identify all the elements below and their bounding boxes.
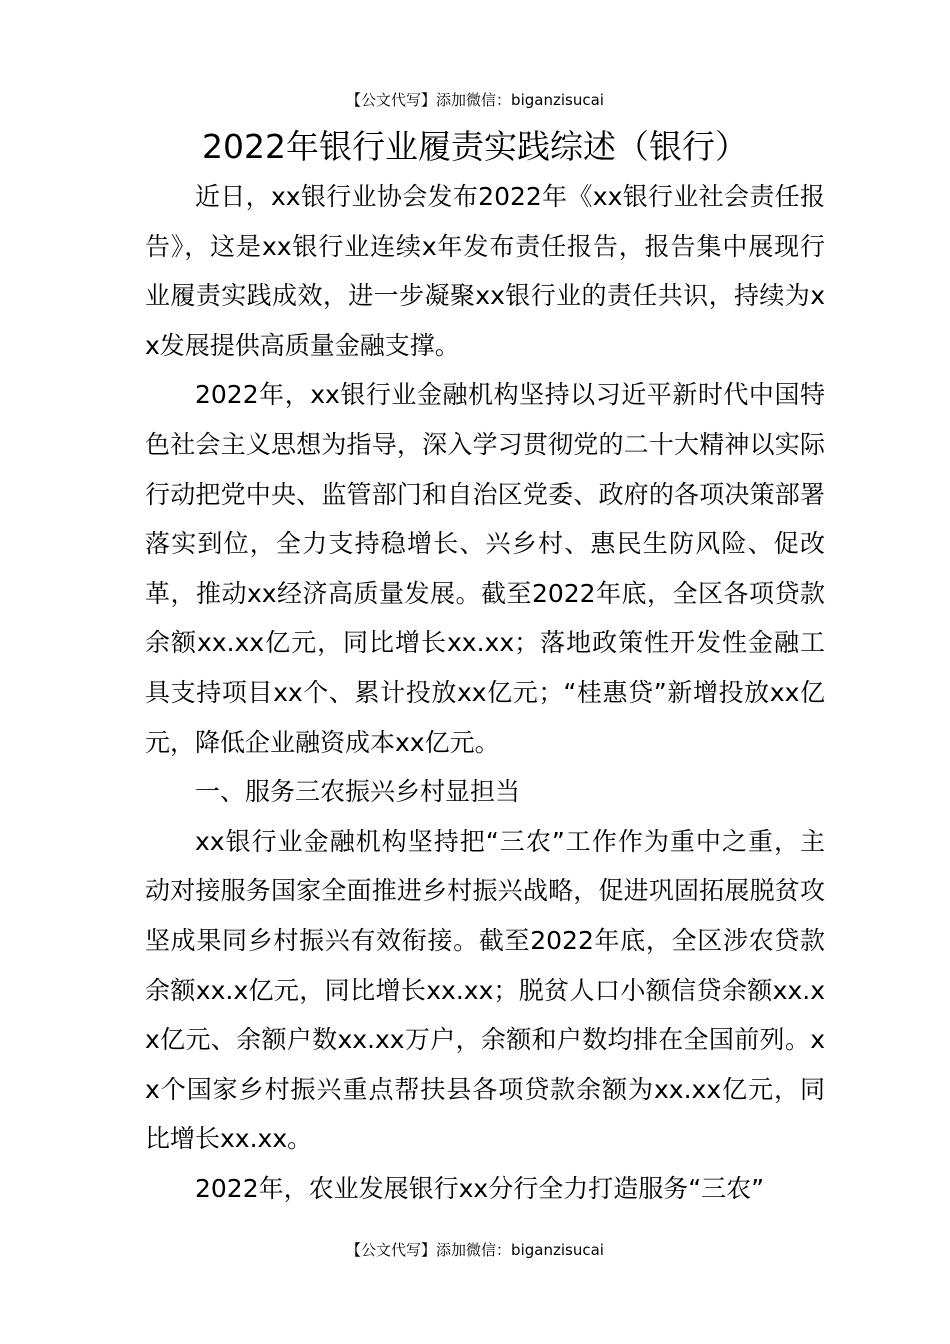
paragraph-rural: xx银行业金融机构坚持把“三农”工作作为重中之重，主动对接服务国家全面推进乡村振兴战略，促进巩固拓展脱贫攻坚成果同乡村振兴有效衔接。截至2022年底，全区涉农贷款余额xx.x亿元，同比增长xx.xx；脱贫人口小额信贷余额xx.xx亿元、余额户数xx.xx万户，余额和户数均排在全国前列。xx个国家乡村振兴重点帮扶县各项贷款余额为xx.xx亿元，同比增长xx.xx。: [145, 826, 825, 1154]
document-title: 2022年银行业履责实践综述（银行）: [202, 127, 748, 166]
section-heading-1: 一、服务三农振兴乡村显担当: [195, 777, 521, 807]
document-body: [145, 172, 825, 1213]
header-watermark-note: 【公文代写】添加微信：biganzisucai: [346, 91, 604, 109]
paragraph-adbc: 2022年，农业发展银行xx分行全力打造服务“三农”: [195, 1173, 765, 1203]
footer-watermark-note: 【公文代写】添加微信：biganzisucai: [346, 1241, 604, 1259]
paragraph-intro: 近日，xx银行业协会发布2022年《xx银行业社会责任报告》，这是xx银行业连续x年发布责任报告，报告集中展现行业履责实践成效，进一步凝聚xx银行业的责任共识，持续为xx发展提供高质量金融支撑。: [145, 182, 825, 360]
paragraph-overview: 2022年，xx银行业金融机构坚持以习近平新时代中国特色社会主义思想为指导，深入学习贯彻党的二十大精神以实际行动把党中央、监管部门和自治区党委、政府的各项决策部署落实到位，全力支持稳增长、兴乡村、惠民生防风险、促改革，推动xx经济高质量发展。截至2022年底，全区各项贷款余额xx.xx亿元，同比增长xx.xx；落地政策性开发性金融工具支持项目xx个、累计投放xx亿元；“桂惠贷”新增投放xx亿元，降低企业融资成本xx亿元。: [145, 380, 825, 757]
